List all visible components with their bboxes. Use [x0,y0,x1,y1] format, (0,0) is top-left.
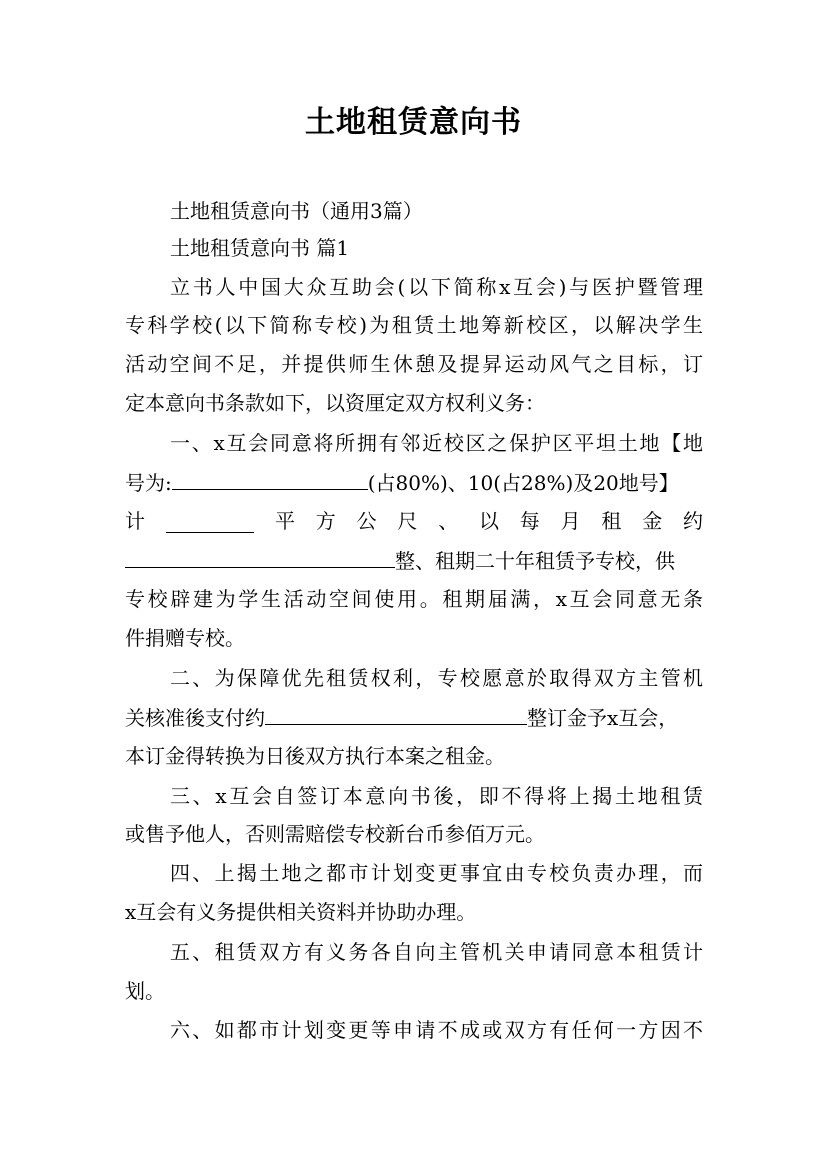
paragraph-line: 划。 [125,979,165,1003]
paragraph-line: 五、租赁双方有义务各自向主管机关申请同意本租赁计 [170,940,703,964]
line-text: 关核准後支付约 [125,706,265,730]
paragraph-line [125,702,703,733]
paragraph-line: x互会有义务提供相关资料并协助办理。 [125,900,477,924]
line-text: (占80%)、10(占28%)及20地号】 [367,471,679,495]
paragraph-line: 四、上揭土地之都市计划变更事宜由专校负责办理，而 [170,861,703,885]
paragraph-line [125,467,703,498]
fill-blank-area [166,510,254,533]
fill-blank-lot-number [172,467,368,490]
paragraph-line: 件捐赠专校。 [125,626,245,650]
paragraph-line: 活动空间不足，并提供师生休憩及提昇运动风气之目标，订 [125,352,703,376]
document-subtitle: 土地租赁意向书（通用3篇） [170,199,423,223]
paragraph-line: 立书人中国大众互助会(以下简称x互会)与医护暨管理 [170,275,703,299]
fill-blank-deposit [265,702,527,725]
document-title: 土地租赁意向书 [305,105,522,140]
paragraph-line: 专科学校(以下简称专校)为租赁土地筹新校区，以解决学生 [125,313,703,337]
paragraph-line: 一、x互会同意将所拥有邻近校区之保护区平坦土地【地 [170,431,703,455]
paragraph-line: 二、为保障优先租赁权利，专校愿意於取得双方主管机 [170,666,703,690]
section-heading: 土地租赁意向书 篇1 [170,236,350,260]
paragraph-line: 专校辟建为学生活动空间使用。租期届满，x互会同意无条 [125,587,703,611]
line-text: 整、租期二十年租赁予专校，供 [395,549,675,573]
line-text: 平方公尺、以每月租金约 [275,509,703,533]
paragraph-line: 六、如都市计划变更等申请不成或双方有任何一方因不 [170,1018,703,1042]
fill-blank-rent [125,545,395,568]
line-text: 计 [125,509,145,533]
paragraph-line: 或售予他人，否则需赔偿专校新台币参佰万元。 [125,822,545,846]
paragraph-line [125,545,703,576]
line-text: 号为: [125,471,172,495]
line-text: 整订金予x互会， [527,706,679,730]
paragraph-line: 三、x互会自签订本意向书後，即不得将上揭土地租赁 [170,784,703,808]
paragraph-line: 本订金得转换为日後双方执行本案之租金。 [125,744,505,768]
paragraph-line: 定本意向书条款如下，以资厘定双方权利义务： [125,391,545,415]
